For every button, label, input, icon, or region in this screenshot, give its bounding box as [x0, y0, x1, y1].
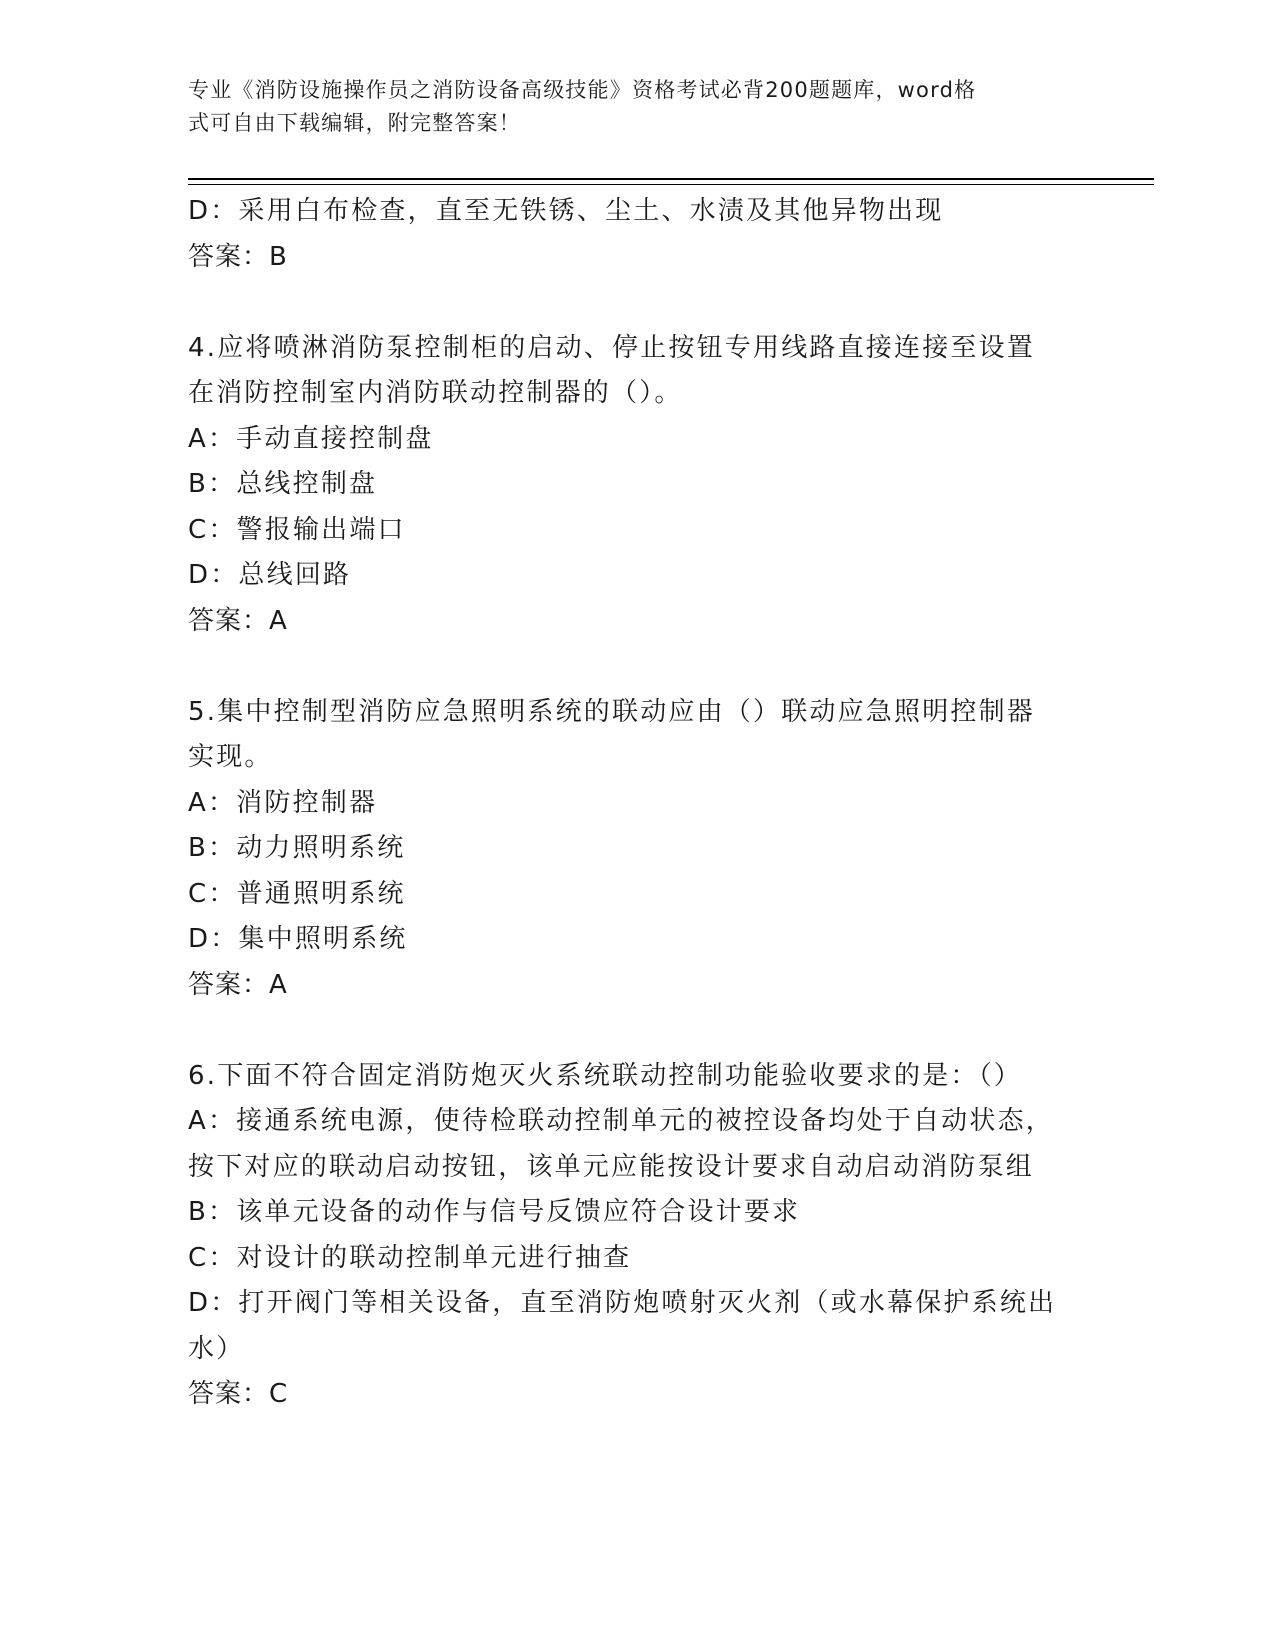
document-header [188, 74, 1088, 140]
answer-line: 答案：B [188, 241, 288, 272]
answer-line: 答案：A [188, 605, 288, 636]
question-stem-continued: 实现。 [188, 742, 273, 772]
question-stem: 5.集中控制型消防应急照明系统的联动应由（）联动应急照明控制器 [188, 696, 1036, 727]
option-c: C：普通照明系统 [188, 878, 406, 909]
option-d-continued: 水） [188, 1333, 245, 1364]
option-b: B：总线控制盘 [188, 469, 378, 499]
spacer [188, 280, 1088, 326]
option-d: D：打开阀门等相关设备，直至消防炮喷射灭火剂（或水幕保护系统出 [188, 1288, 1057, 1318]
spacer [188, 644, 1088, 690]
answer-line: 答案：A [188, 969, 288, 1000]
question-stem-continued: 在消防控制室内消防联动控制器的（）。 [188, 378, 683, 408]
option-a: A：消防控制器 [188, 787, 378, 818]
header-rule-thin [188, 184, 1154, 185]
spacer [188, 1008, 1088, 1054]
option-b: B：该单元设备的动作与信号反馈应符合设计要求 [188, 1197, 801, 1227]
header-rule-thick [188, 178, 1154, 180]
option-a-continued: 按下对应的联动启动按钮，该单元应能按设计要求自动启动消防泵组 [188, 1151, 1035, 1182]
option-d: D：总线回路 [188, 560, 352, 590]
option-a: A：手动直接控制盘 [188, 423, 434, 454]
option-a: A：接通系统电源，使待检联动控制单元的被控设备均处于自动状态， [188, 1106, 1054, 1136]
question-3-tail [188, 189, 1088, 280]
question-5 [188, 690, 1088, 1009]
question-list [188, 189, 1088, 1418]
option-b: B：动力照明系统 [188, 833, 406, 863]
option-c: C：对设计的联动控制单元进行抽查 [188, 1242, 632, 1273]
answer-line: 答案：C [188, 1379, 289, 1409]
option-d: D：采用白布检查，直至无铁锈、尘土、水渍及其他异物出现 [188, 196, 944, 226]
question-stem: 6.下面不符合固定消防炮灭火系统联动控制功能验收要求的是：（） [188, 1060, 1023, 1091]
option-c: C：警报输出端口 [188, 514, 406, 545]
question-stem: 4.应将喷淋消防泵控制柜的启动、停止按钮专用线路直接连接至设置 [188, 332, 1036, 363]
header-line-2: 式可自由下载编辑，附完整答案！ [188, 111, 521, 135]
option-d: D：集中照明系统 [188, 924, 408, 954]
header-line-1: 专业《消防设施操作员之消防设备高级技能》资格考试必背200题题库，word格 [188, 78, 977, 102]
question-6 [188, 1054, 1088, 1418]
question-4 [188, 326, 1088, 645]
